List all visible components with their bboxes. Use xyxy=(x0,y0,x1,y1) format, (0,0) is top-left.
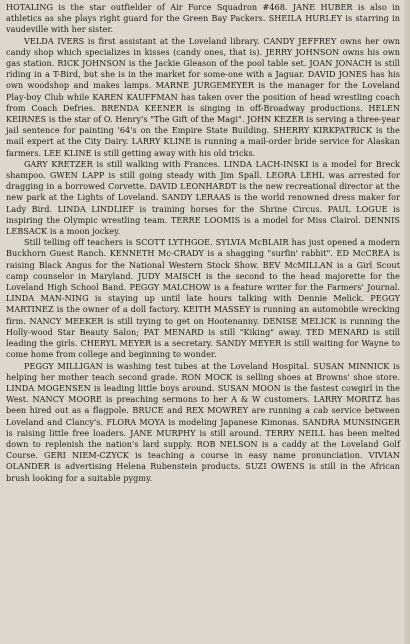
paragraph-ivers: VELDA IVERS is first assistant at the Loveland library. CANDY JEFFREY owns her own candy shop which specializes in kisses (candy ones, that is). JERRY JOHNSON owns his own gas station. RICK JOHNSON is the Jackie Gleason of the pool table set. JOAN JONACH is still riding in a T-Bird, but she is in the market for some-one with a Jaguar. DAVID JONES has his own woodshop and makes lamps. MARNE JURGEMEYER is the manager for the Loveland Play-boy Club while KAREN KAUFFMAN has taken over the position of head wrestling coach from Coach Defries. BRENDA KEENER is singing in off-Broadway productions. HELEN KEIRNES is the star of O. Henry's "The Gift of the Magi". JOHN KEZER is serving a three-year jail sentence for painting '64's on the Empire State Building. SHERRY KIRKPATRICK is the mail expert at the City Dairy. LARRY KLINE is running a mail-order bride service for Alaskan farmers. LEE KLINE is still getting away with his old tricks. xyxy=(6,35,400,158)
paragraph-hotaling: HOTALING is the star outfielder of Air Force Squadron #468. JANE HUBER is also in athletics as she plays right guard for the Green Bay Packers. SHEILA HURLEY is starring in vaudeville with her sister. xyxy=(6,2,400,35)
page-edge xyxy=(404,0,410,644)
paragraph-lythgoe: Still telling off teachers is SCOTT LYTHGOE. SYLVIA McBLAIR has just opened a modern Buckhorn Guest Ranch. KENNETH Mc-CRADY is a shagging "surfin' rabbit". ED McCREA is raising Black Angus for the National Western Stock Show. BEV McMILLAN is a Girl Scout camp counselor in Maryland. JUDY MAISCH is the second to the head majorette for the Loveland High School Band. PEGGY MALCHOW is a feature writer for the Farmers' Journal. LINDA MAN-NING is staying up until late hours talking with Dennie Melick. PEGGY MARTINEZ is the owner of a doll factory. KEITH MASSEY is running an automobile wrecking firm. NANCY MEEKER is still trying to get on Hootenanny. DENISE MELICK is running the Holly-wood Star Beauty Salon; PAT MENARD is still "Kiking" away. TED MENARD is still leading the girls. CHERYL MEYER is a secretary. SANDY MEYER is still waiting for Wayne to come home from college and beginning to wonder. xyxy=(6,237,400,360)
paragraph-kretzer: GARY KRETZER is still walking with Frances. LINDA LACH-INSKI is a model for Breck shampoo. GWEN LAPP is still going steady with Jim Spall. LEORA LEHL was arrested for dragging in a borrowed Corvette. DAVID LEONHARDT is the new recreational director at the new park at the Lights of Loveland. SANDY LERAAS is the world renowned dress maker for Lady Bird. LINDA LINDLIEF is training horses for the Shrine Circus. PAUL LOGUE is inspiring the Olympic wrestling team. TERRE LOOMIS is a model for Miss Clairol. DENNIS LEBSACK is a moon jockey. xyxy=(6,158,400,237)
paragraph-milligan: PEGGY MILLIGAN is washing test tubes at the Loveland Hospital. SUSAN MINNICK is helping her mother teach second grade. RON MOCK is selling shoes at Browns' shoe store. LINDA MOGENSEN is leading little boys around. SUSAN MOON is the fastest cowgirl in the West. NANCY MOORE is preaching sermons to her A & W customers. LARRY MORITZ has been hired out as a flagpole. BRUCE and REX MOWREY are running a cab service between Loveland and Clancy's. FLORA MOYA is modeling Japanese Kimonas. SANDRA MUNSINGER is raising little free loaders. JANE MURPHY is still around. TERRY NEILL has been melted down to replenish the nation's lard supply. ROB NELSON is a caddy at the Loveland Golf Course. GERI NIEM-CZYCK is teaching a course in easy name pronunciation. VIVIAN OLANDER is advertising Helena Rubenstein products. SUZI OWENS is still in the African brush looking for a suitable pygmy. xyxy=(6,360,400,483)
